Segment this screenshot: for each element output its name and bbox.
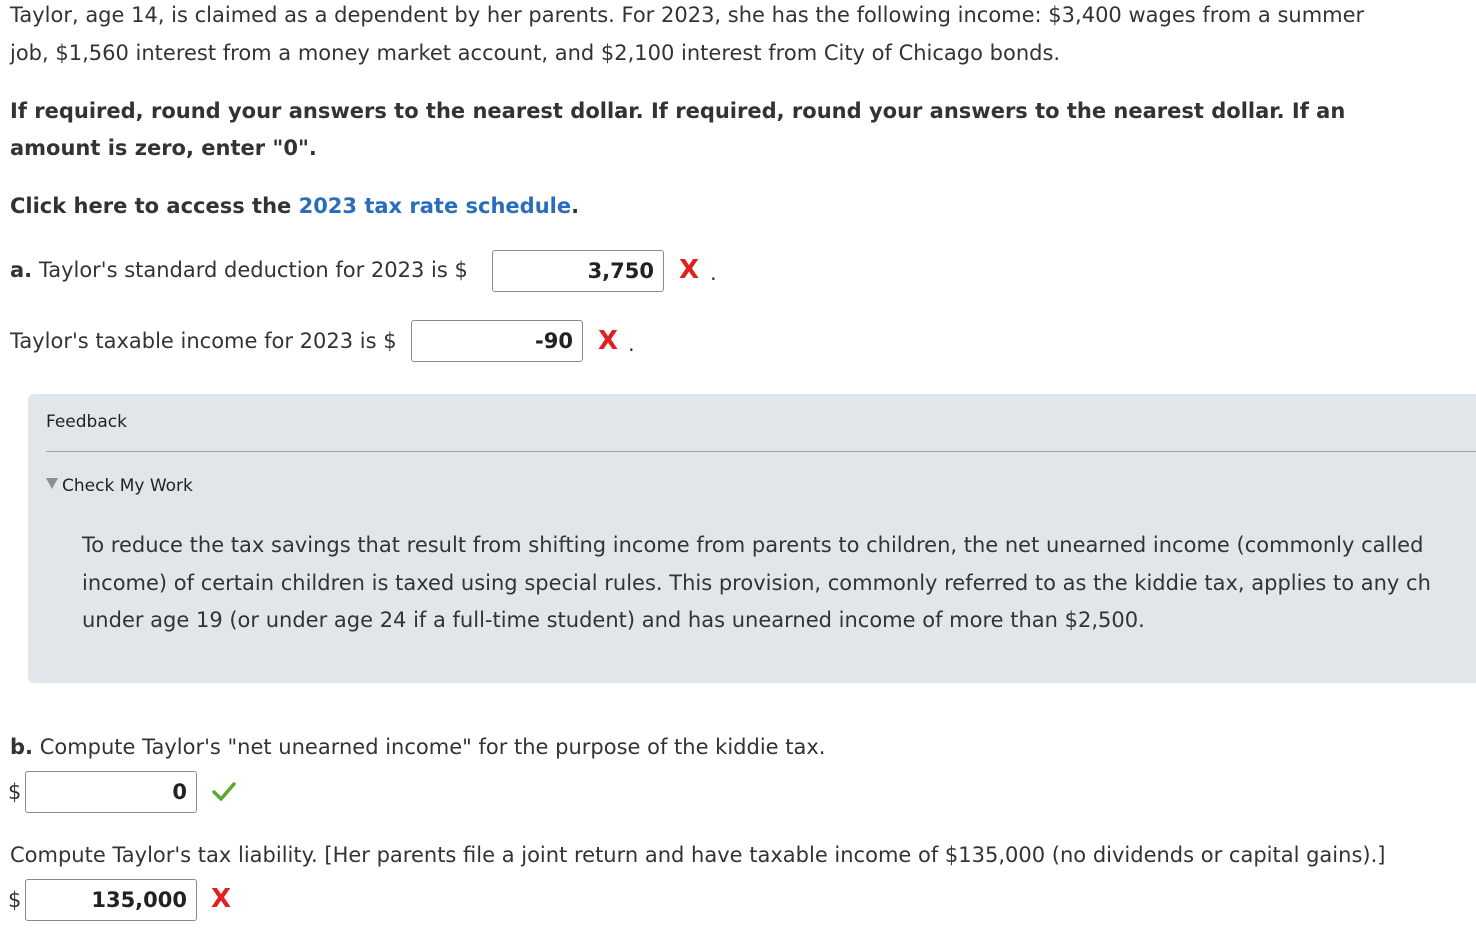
period: . xyxy=(710,261,717,285)
feedback-line-1: To reduce the tax savings that result from shifting income from parents to children, the net unearned income (commonly called xyxy=(82,533,1424,557)
part-b-letter: b. xyxy=(10,735,34,759)
incorrect-x-icon: X xyxy=(598,326,619,356)
correct-check-icon xyxy=(211,780,237,804)
feedback-panel xyxy=(28,394,1476,683)
incorrect-x-icon: X xyxy=(211,884,232,914)
standard-deduction-text: Taylor's standard deduction for 2023 is $ xyxy=(38,258,468,282)
period: . xyxy=(628,332,635,356)
incorrect-x-icon: X xyxy=(679,255,700,285)
instructions-line-1: If required, round your answers to the nearest dollar. If required, round your answers to the nearest dollar. If an xyxy=(10,99,1346,123)
feedback-divider xyxy=(46,451,1476,452)
expand-triangle-icon xyxy=(46,478,58,489)
currency-symbol: $ xyxy=(8,888,22,912)
standard-deduction-label xyxy=(10,251,468,289)
part-a-letter: a. xyxy=(10,258,33,282)
check-my-work-label: Check My Work xyxy=(62,476,193,496)
tax-liability-question: Compute Taylor's tax liability. [Her parents file a joint return and have taxable income of $135,000 (no dividends or capital gains).] xyxy=(10,843,1386,867)
feedback-line-3: under age 19 (or under age 24 if a full-time student) and has unearned income of more than $2,500. xyxy=(82,608,1145,632)
tax-schedule-prefix: Click here to access the xyxy=(10,194,299,218)
currency-symbol: $ xyxy=(8,780,22,804)
tax-rate-schedule-link[interactable]: 2023 tax rate schedule xyxy=(298,194,572,218)
tax-schedule-prompt xyxy=(10,187,579,225)
feedback-title: Feedback xyxy=(46,412,127,432)
instructions-line-2: amount is zero, enter "0". xyxy=(10,136,317,160)
problem-intro-line-1: Taylor, age 14, is claimed as a dependent by her parents. For 2023, she has the following income: $3,400 wages from a summer xyxy=(10,3,1365,27)
standard-deduction-input[interactable]: 3,750 xyxy=(492,250,664,292)
feedback-line-2: income) of certain children is taxed using special rules. This provision, commonly referred to as the kiddie tax, applies to any ch xyxy=(82,570,1431,595)
taxable-income-label: Taylor's taxable income for 2023 is $ xyxy=(10,329,397,353)
feedback-explanation xyxy=(82,527,1431,640)
net-unearned-question xyxy=(10,728,825,766)
tax-liability-input[interactable]: 135,000 xyxy=(25,879,197,921)
taxable-income-input[interactable]: -90 xyxy=(411,320,583,362)
check-my-work-toggle[interactable] xyxy=(46,476,193,496)
net-unearned-text: Compute Taylor's "net unearned income" for the purpose of the kiddie tax. xyxy=(39,735,826,759)
tax-schedule-suffix: . xyxy=(571,194,580,218)
problem-intro-line-2: job, $1,560 interest from a money market account, and $2,100 interest from City of Chicago bonds. xyxy=(10,41,1061,65)
net-unearned-input[interactable]: 0 xyxy=(25,771,197,813)
